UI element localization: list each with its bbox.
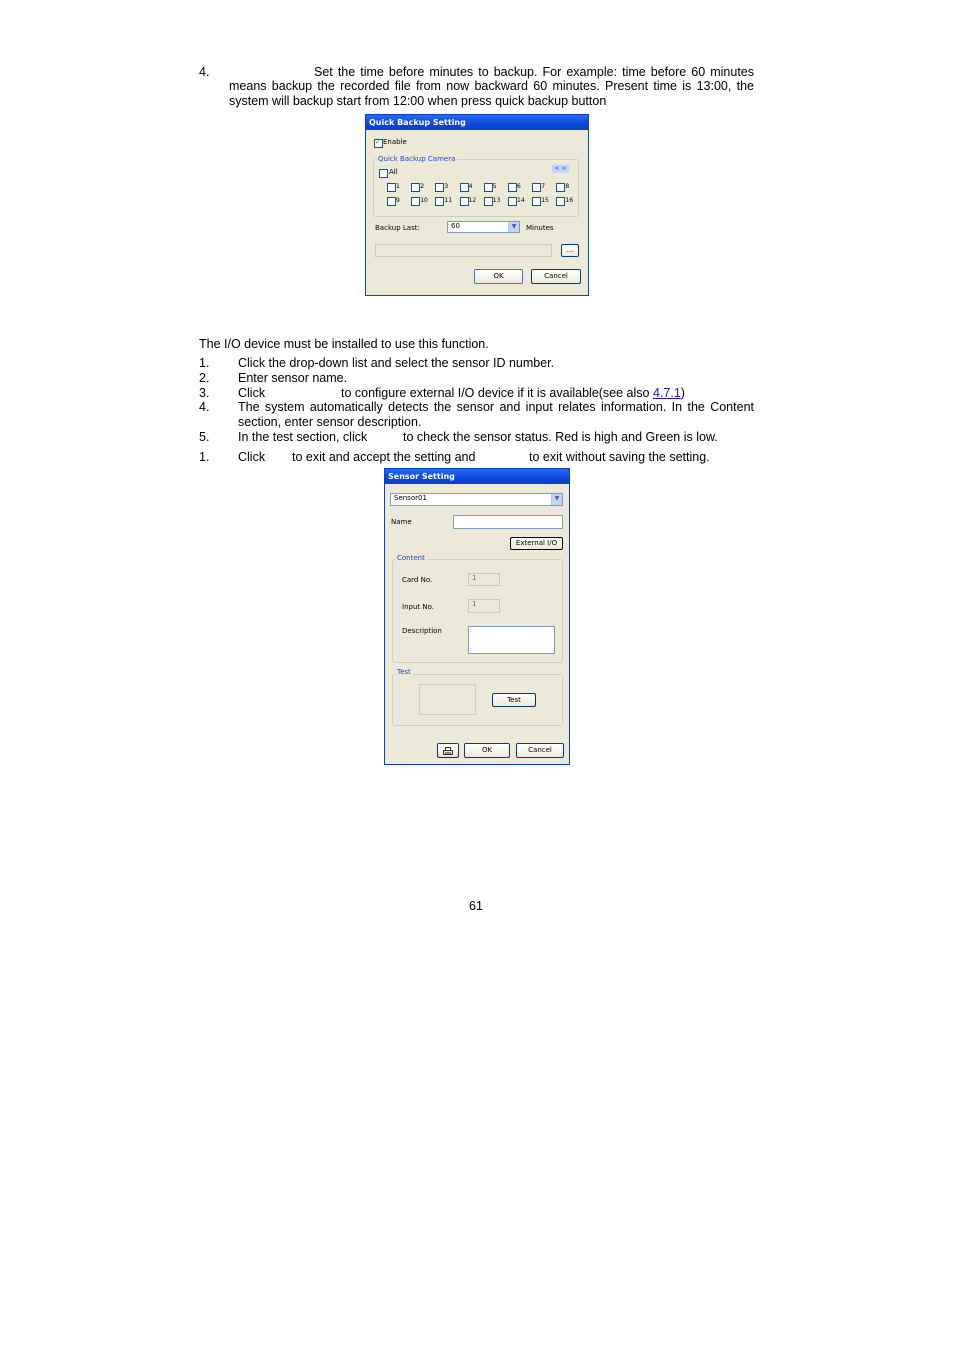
io-intro: The I/O device must be installed to use this function. (199, 337, 489, 351)
list-text: section, enter sensor description. (238, 415, 422, 429)
camera-checkbox[interactable] (411, 197, 420, 206)
card-no-field: 1 (468, 573, 500, 586)
step-text-line: system will backup start from 12:00 when press quick backup button (229, 94, 607, 108)
list-number: 1. (199, 356, 210, 370)
list-number: 2. (199, 371, 210, 385)
camera-checkbox[interactable] (387, 183, 396, 192)
camera-checkbox[interactable] (556, 197, 565, 206)
card-no-label: Card No. (402, 576, 433, 584)
step-text-line: means backup the recorded file from now backward 60 minutes. Present time is 13:00, the (229, 79, 754, 93)
name-label: Name (391, 518, 412, 526)
camera-checkbox-label: 12 (468, 197, 477, 204)
list-number: 5. (199, 430, 210, 444)
camera-checkbox-label: 16 (565, 197, 574, 204)
chevron-down-icon: ▼ (551, 494, 562, 505)
cancel-button[interactable]: Cancel (531, 269, 581, 284)
camera-checkbox-label: 14 (517, 197, 525, 204)
camera-checkbox[interactable] (484, 183, 493, 192)
list-text: ) (680, 386, 685, 400)
list-text: to exit without saving the setting. (529, 450, 710, 464)
camera-checkbox[interactable] (435, 197, 444, 206)
list-text: Click the drop-down list and select the sensor ID number. (238, 356, 555, 370)
input-no-label: Input No. (402, 603, 434, 611)
cancel-button[interactable]: Cancel (516, 743, 564, 758)
enable-label: Enable (383, 138, 407, 146)
camera-page-arrows[interactable]: < > (552, 165, 569, 173)
list-number: 1. (199, 450, 210, 464)
backup-last-combo[interactable] (447, 221, 520, 233)
camera-checkbox-label: 15 (541, 197, 549, 204)
camera-checkbox[interactable] (460, 183, 469, 192)
quick-backup-dialog (365, 114, 589, 296)
ok-button[interactable]: OK (464, 743, 510, 758)
device-icon (442, 746, 454, 756)
description-input[interactable] (468, 626, 555, 654)
list-text: Enter sensor name. (238, 371, 348, 385)
list-text (341, 386, 685, 401)
camera-checkbox-label: 10 (420, 197, 428, 204)
description-label: Description (402, 627, 442, 635)
camera-checkbox[interactable] (387, 197, 396, 206)
camera-checkbox[interactable] (532, 197, 541, 206)
group-label: Test (397, 668, 411, 676)
camera-checkbox-label: 9 (396, 197, 400, 204)
backup-path-field[interactable] (375, 244, 552, 257)
dialog-title: Sensor Setting (385, 469, 569, 484)
camera-checkbox[interactable] (508, 183, 517, 192)
camera-checkbox-label: 6 (517, 183, 521, 190)
camera-checkbox[interactable] (556, 183, 565, 192)
external-io-button[interactable]: External I/O (510, 537, 563, 550)
all-label: All (389, 168, 398, 176)
dialog-title: Quick Backup Setting (366, 115, 588, 130)
group-label: Content (397, 554, 425, 562)
camera-checkbox-label: 4 (468, 183, 473, 190)
test-button[interactable]: Test (492, 693, 536, 707)
camera-checkbox[interactable] (435, 183, 444, 192)
camera-checkbox-label: 1 (396, 183, 400, 190)
list-text: Click (238, 386, 266, 400)
camera-checkbox[interactable] (460, 197, 469, 206)
camera-checkbox-label: 7 (541, 183, 546, 190)
name-input[interactable] (453, 515, 563, 529)
chevron-down-icon: ▼ (508, 222, 519, 232)
check-icon: ✓ (375, 138, 381, 146)
page-number: 61 (469, 899, 483, 913)
list-text: In the test section, click (238, 430, 368, 444)
group-label: Quick Backup Camera (378, 155, 456, 163)
input-no-field: 1 (468, 599, 500, 613)
step-text-line: Set the time before minutes to backup. For example: time before 60 minutes (314, 65, 754, 79)
save-to-device-button[interactable] (437, 743, 459, 758)
camera-checkbox-label: 5 (492, 183, 497, 190)
browse-button[interactable]: ... (561, 244, 579, 257)
sensor-status-indicator (419, 684, 476, 715)
camera-checkbox-label: 2 (420, 183, 425, 190)
quick-backup-camera-group (373, 159, 579, 217)
camera-checkbox-label: 13 (492, 197, 501, 204)
camera-checkbox-label: 3 (444, 183, 449, 190)
minutes-label: Minutes (526, 224, 554, 232)
list-number: 3. (199, 386, 210, 400)
camera-checkbox[interactable] (508, 197, 517, 206)
backup-last-value: 60 (451, 222, 460, 230)
camera-checkbox-label: 8 (565, 183, 570, 190)
backup-last-label: Backup Last: (375, 224, 420, 232)
list-text: to configure external I/O device if it is available(see also (341, 386, 650, 400)
list-text: Click (238, 450, 266, 464)
test-group (392, 674, 563, 726)
sensor-select-value: Sensor01 (394, 494, 427, 502)
camera-checkbox[interactable] (411, 183, 420, 192)
camera-checkbox[interactable] (484, 197, 493, 206)
enable-checkbox[interactable] (374, 139, 383, 148)
section-link[interactable]: 4.7.1 (652, 386, 681, 400)
list-text: The system automatically detects the sensor and input relates information. In the Content (238, 400, 754, 414)
all-cameras-checkbox[interactable] (379, 169, 388, 178)
ok-button[interactable]: OK (474, 269, 523, 284)
step-number: 4. (199, 65, 210, 79)
list-text: to exit and accept the setting and (292, 450, 476, 464)
sensor-select[interactable] (390, 493, 563, 506)
list-number: 4. (199, 400, 210, 414)
camera-checkbox-label: 11 (444, 197, 453, 204)
camera-checkbox[interactable] (532, 183, 541, 192)
sensor-setting-dialog (384, 468, 570, 765)
list-text: to check the sensor status. Red is high and Green is low. (403, 430, 718, 444)
